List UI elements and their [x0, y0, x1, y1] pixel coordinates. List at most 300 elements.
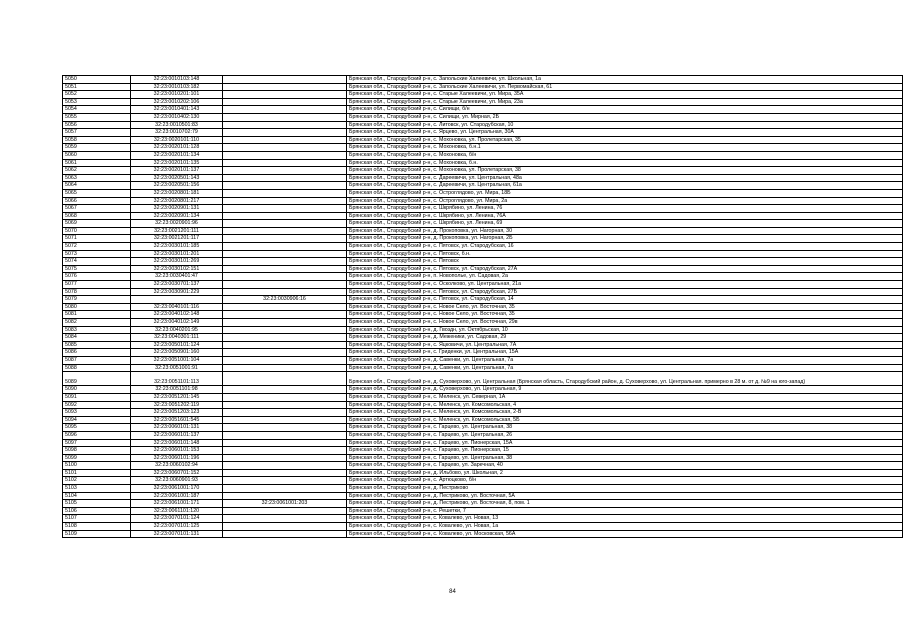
parent-cadastral-number-cell	[223, 212, 347, 220]
table-row	[63, 311, 903, 319]
row-number-cell: 5092	[63, 401, 131, 409]
parent-cadastral-number-cell	[223, 386, 347, 394]
address-cell: Брянская обл., Стародубский р-н, с. Меленск, ул. Северная, 1А	[347, 393, 903, 401]
table-row	[63, 469, 903, 477]
row-number-cell: 5109	[63, 530, 131, 538]
row-number-cell: 5054	[63, 106, 131, 114]
parent-cadastral-number-cell	[223, 227, 347, 235]
cadastral-number-cell: 32:23:0020901:131	[131, 205, 223, 213]
address-cell: Брянская обл., Стародубский р-н, с. Гриденки, ул. Центральная, 15А	[347, 349, 903, 357]
cadastral-number-cell: 32:23:0070101:124	[131, 515, 223, 523]
row-number-cell: 5091	[63, 393, 131, 401]
parent-cadastral-number-cell	[223, 121, 347, 129]
table-row	[63, 265, 903, 273]
table-row	[63, 372, 903, 386]
table-row	[63, 401, 903, 409]
cadastral-number-cell: 32:23:0040102:148	[131, 311, 223, 319]
table-row	[63, 106, 903, 114]
row-number-cell: 5096	[63, 431, 131, 439]
address-cell: Брянская обл., Стародубский р-н, с. Силищи, ул. Мирная, 2Б	[347, 113, 903, 121]
row-number-cell: 5079	[63, 296, 131, 304]
table-row	[63, 477, 903, 485]
parent-cadastral-number-cell	[223, 334, 347, 342]
cadastral-number-cell: 32:23:0040201:95	[131, 326, 223, 334]
address-cell: Брянская обл., Стародубский р-н, с. Ковалево, ул. Новая, 1а	[347, 523, 903, 531]
parent-cadastral-number-cell	[223, 431, 347, 439]
address-cell: Брянская обл., Стародубский р-н, д. Гвоздн, ул. Октябрьская, 10	[347, 326, 903, 334]
row-number-cell: 5068	[63, 212, 131, 220]
table-row	[63, 288, 903, 296]
cadastral-number-cell: 32:23:0050901:160	[131, 349, 223, 357]
address-cell: Брянская обл., Стародубский р-н, с. Запольские Халеевичи, ул. Первомайская, 61	[347, 83, 903, 91]
cadastral-number-cell: 32:23:0060102:94	[131, 462, 223, 470]
table-row	[63, 515, 903, 523]
table-row	[63, 530, 903, 538]
row-number-cell: 5094	[63, 416, 131, 424]
parent-cadastral-number-cell	[223, 129, 347, 137]
parent-cadastral-number-cell	[223, 303, 347, 311]
row-number-cell: 5060	[63, 151, 131, 159]
cadastral-number-cell: 32:23:0060101:196	[131, 454, 223, 462]
parent-cadastral-number-cell	[223, 83, 347, 91]
address-cell: Брянская обл., Стародубский р-н, с. Запольские Халеевичи, ул. Школьная, 1а	[347, 76, 903, 84]
parent-cadastral-number-cell	[223, 349, 347, 357]
row-number-cell: 5099	[63, 454, 131, 462]
row-number-cell: 5058	[63, 136, 131, 144]
row-number-cell: 5098	[63, 447, 131, 455]
parent-cadastral-number-cell	[223, 462, 347, 470]
cadastral-number-cell: 32:23:0051601:545	[131, 416, 223, 424]
table-row	[63, 431, 903, 439]
cadastral-number-cell: 32:23:0060901:93	[131, 477, 223, 485]
address-cell: Брянская обл., Стародубский р-н, с. Новое Село, ул. Восточная, 29в	[347, 319, 903, 327]
row-number-cell: 5050	[63, 76, 131, 84]
cadastral-number-cell: 32:23:0061101:120	[131, 507, 223, 515]
cadastral-number-cell: 32:23:0020801:181	[131, 189, 223, 197]
address-cell: Брянская обл., Стародубский р-н, с. Меленск, ул. Комсомольская, 4	[347, 401, 903, 409]
parent-cadastral-number-cell	[223, 113, 347, 121]
table-row	[63, 296, 903, 304]
address-cell: Брянская обл., Стародубский р-н, с. Дареевичи, ул. Центральная, 61а	[347, 182, 903, 190]
parent-cadastral-number-cell	[223, 144, 347, 152]
parent-cadastral-number-cell	[223, 98, 347, 106]
table-row	[63, 281, 903, 289]
parent-cadastral-number-cell	[223, 250, 347, 258]
address-cell: Брянская обл., Стародубский р-н, с. Новое Село, ул. Восточная, 35	[347, 311, 903, 319]
address-cell: Брянская обл., Стародубский р-н, с. Мохоновка, б.н.1	[347, 144, 903, 152]
table-row	[63, 205, 903, 213]
parent-cadastral-number-cell	[223, 523, 347, 531]
cadastral-number-cell	[131, 296, 223, 304]
row-number-cell: 5082	[63, 319, 131, 327]
row-number-cell: 5083	[63, 326, 131, 334]
row-number-cell: 5100	[63, 462, 131, 470]
row-number-cell: 5066	[63, 197, 131, 205]
table-row	[63, 416, 903, 424]
row-number-cell: 5052	[63, 91, 131, 99]
row-number-cell: 5056	[63, 121, 131, 129]
table-row	[63, 386, 903, 394]
table-row	[63, 235, 903, 243]
parent-cadastral-number-cell	[223, 197, 347, 205]
address-cell: Брянская обл., Стародубский р-н, с. Старые Халеевичи, ул. Мира, 23а	[347, 98, 903, 106]
parent-cadastral-number-cell	[223, 393, 347, 401]
table-row	[63, 129, 903, 137]
row-number-cell: 5107	[63, 515, 131, 523]
cadastral-number-cell: 32:23:0010501:83	[131, 121, 223, 129]
address-cell: Брянская обл., Стародубский р-н, д. Савенки, ул. Центральная, 7а	[347, 364, 903, 372]
table-row	[63, 462, 903, 470]
table-row	[63, 393, 903, 401]
address-cell: Брянская обл., Стародубский р-н, с. Решетки, 7	[347, 507, 903, 515]
row-number-cell: 5105	[63, 500, 131, 508]
cadastral-number-cell: 32:23:0051101:98	[131, 386, 223, 394]
parent-cadastral-number-cell	[223, 281, 347, 289]
row-number-cell: 5084	[63, 334, 131, 342]
cadastral-number-cell: 32:23:0061001:187	[131, 492, 223, 500]
parent-cadastral-number-cell	[223, 189, 347, 197]
row-number-cell: 5074	[63, 258, 131, 266]
row-number-cell: 5053	[63, 98, 131, 106]
cadastral-number-cell: 32:23:0021201:117	[131, 235, 223, 243]
row-number-cell: 5081	[63, 311, 131, 319]
row-number-cell: 5086	[63, 349, 131, 357]
address-cell: Брянская обл., Стародубский р-н, с. Мохоновка, ул. Пролетарская, 35	[347, 136, 903, 144]
address-cell: Брянская обл., Стародубский р-н, с. Пятовск	[347, 258, 903, 266]
address-cell: Брянская обл., Стародубский р-н, с. Пятовск, б.н.	[347, 250, 903, 258]
cadastral-number-cell: 32:23:0010402:130	[131, 113, 223, 121]
cadastral-number-cell: 32:23:0051101:113	[131, 372, 223, 386]
address-cell: Брянская обл., Стародубский р-н, п. Новополье, ул. Садовая, 2а	[347, 273, 903, 281]
row-number-cell: 5051	[63, 83, 131, 91]
cadastral-number-cell: 32:23:0060101:153	[131, 447, 223, 455]
parent-cadastral-number-cell	[223, 91, 347, 99]
cadastral-number-cell: 32:23:0061001:171	[131, 500, 223, 508]
table-row	[63, 212, 903, 220]
cadastral-number-cell: 32:23:0010401:143	[131, 106, 223, 114]
table-row	[63, 250, 903, 258]
table-row	[63, 424, 903, 432]
cadastral-number-cell: 32:23:0020901:96	[131, 220, 223, 228]
cadastral-number-cell: 32:23:0030102:151	[131, 265, 223, 273]
table-row	[63, 523, 903, 531]
cadastral-number-cell: 32:23:0020101:134	[131, 151, 223, 159]
address-cell: Брянская обл., Стародубский р-н, с. Пятовск, ул. Стародубская, 27А	[347, 265, 903, 273]
table-row	[63, 174, 903, 182]
row-number-cell: 5078	[63, 288, 131, 296]
row-number-cell: 5062	[63, 167, 131, 175]
cadastral-number-cell: 32:23:0021201:111	[131, 227, 223, 235]
row-number-cell: 5073	[63, 250, 131, 258]
address-cell: Брянская обл., Стародубский р-н, д. Суховерхово, ул. Центральная (Брянская область, Стародубский район, д. Суховерхово, ул. Центральная. примерно в 28 м. от д. №9 на юго-запад)	[347, 372, 903, 386]
cadastral-number-cell: 32:23:0050101:124	[131, 341, 223, 349]
table-row	[63, 227, 903, 235]
cadastral-number-cell: 32:23:0020101:128	[131, 144, 223, 152]
row-number-cell: 5080	[63, 303, 131, 311]
row-number-cell: 5072	[63, 243, 131, 251]
address-cell: Брянская обл., Стародубский р-н, с. Мохоновка, ул. Пролетарская, 38	[347, 167, 903, 175]
address-cell: Брянская обл., Стародубский р-н, с. Силищи, б/н	[347, 106, 903, 114]
address-cell: Брянская обл., Стародубский р-н, д. Суховерхово, ул. Центральная, 9	[347, 386, 903, 394]
row-number-cell: 5097	[63, 439, 131, 447]
table-row	[63, 167, 903, 175]
parent-cadastral-number-cell	[223, 258, 347, 266]
row-number-cell: 5104	[63, 492, 131, 500]
cadastral-number-cell: 32:23:0051201:145	[131, 393, 223, 401]
parent-cadastral-number-cell	[223, 151, 347, 159]
parent-cadastral-number-cell	[223, 174, 347, 182]
table-row	[63, 303, 903, 311]
parent-cadastral-number-cell	[223, 492, 347, 500]
row-number-cell: 5071	[63, 235, 131, 243]
parent-cadastral-number-cell	[223, 530, 347, 538]
address-cell: Брянская обл., Стародубский р-н, д. Прокоповка, ул. Нагорная, 2Б	[347, 235, 903, 243]
table-row	[63, 364, 903, 372]
parent-cadastral-number-cell	[223, 356, 347, 364]
table-row	[63, 356, 903, 364]
cadastral-number-cell: 32:23:0060101:131	[131, 424, 223, 432]
cadastral-number-cell: 32:23:0020101:110	[131, 136, 223, 144]
row-number-cell: 5085	[63, 341, 131, 349]
table-row	[63, 485, 903, 493]
address-cell: Брянская обл., Стародубский р-н, д. Прокоповка, ул. Нагорная, 30	[347, 227, 903, 235]
address-cell: Брянская обл., Стародубский р-н, с. Ярцево, ул. Центральная, 30А	[347, 129, 903, 137]
table-row	[63, 151, 903, 159]
cadastral-number-cell: 32:23:0020501:143	[131, 174, 223, 182]
row-number-cell: 5087	[63, 356, 131, 364]
table-row	[63, 334, 903, 342]
table-row	[63, 326, 903, 334]
table-row	[63, 439, 903, 447]
table-row	[63, 507, 903, 515]
address-cell: Брянская обл., Стародубский р-н, с. Гарцево, ул. Пионерская, 15А	[347, 439, 903, 447]
address-cell: Брянская обл., Стародубский р-н, д. Савенки, ул. Центральная, 7а	[347, 356, 903, 364]
parent-cadastral-number-cell	[223, 372, 347, 386]
row-number-cell: 5070	[63, 227, 131, 235]
address-cell: Брянская обл., Стародубский р-н, с. Пятовск, ул. Стародубская, 27Б	[347, 288, 903, 296]
address-cell: Брянская обл., Стародубский р-н, д. Меженики, ул. Садовая, 29	[347, 334, 903, 342]
parent-cadastral-number-cell	[223, 507, 347, 515]
parent-cadastral-number-cell	[223, 235, 347, 243]
row-number-cell: 5059	[63, 144, 131, 152]
row-number-cell: 5067	[63, 205, 131, 213]
row-number-cell: 5089	[63, 372, 131, 386]
parent-cadastral-number-cell	[223, 273, 347, 281]
address-cell: Брянская обл., Стародубский р-н, с. Осколково, ул. Центральная, 21а	[347, 281, 903, 289]
cadastral-number-cell: 32:23:0030101:185	[131, 243, 223, 251]
table-row	[63, 197, 903, 205]
parent-cadastral-number-cell	[223, 326, 347, 334]
cadastral-number-cell: 32:23:0010103:148	[131, 76, 223, 84]
parent-cadastral-number-cell	[223, 288, 347, 296]
row-number-cell: 5057	[63, 129, 131, 137]
parent-cadastral-number-cell	[223, 220, 347, 228]
address-cell: Брянская обл., Стародубский р-н, с. Остроглядово, ул. Мира, 18Б	[347, 189, 903, 197]
table-row	[63, 319, 903, 327]
cadastral-number-cell: 32:23:0060701:152	[131, 469, 223, 477]
table-row	[63, 409, 903, 417]
row-number-cell: 5108	[63, 523, 131, 531]
table-row	[63, 182, 903, 190]
cadastral-number-cell: 32:23:0070101:125	[131, 523, 223, 531]
parent-cadastral-number-cell	[223, 409, 347, 417]
address-cell: Брянская обл., Стародубский р-н, с. Яцковичи, ул. Центральная, 7А	[347, 341, 903, 349]
row-number-cell: 5064	[63, 182, 131, 190]
address-cell: Брянская обл., Стародубский р-н, с. Ковалево, ул. Новая, 13	[347, 515, 903, 523]
cadastral-number-cell: 32:23:0020101:137	[131, 167, 223, 175]
cadastral-number-cell: 32:23:0010202:106	[131, 98, 223, 106]
row-number-cell: 5065	[63, 189, 131, 197]
table-row	[63, 91, 903, 99]
row-number-cell: 5063	[63, 174, 131, 182]
address-cell: Брянская обл., Стародубский р-н, с. Меленск, ул. Комсомольская, 2-В	[347, 409, 903, 417]
address-cell: Брянская обл., Стародубский р-н, д. Пестриково, ул. Восточная, 8, пом. 1	[347, 500, 903, 508]
cadastral-number-cell: 32:23:0020801:217	[131, 197, 223, 205]
address-cell: Брянская обл., Стародубский р-н, с. Мохоновка, б.н.	[347, 159, 903, 167]
parent-cadastral-number-cell	[223, 159, 347, 167]
parent-cadastral-number-cell	[223, 424, 347, 432]
parent-cadastral-number-cell	[223, 341, 347, 349]
table-row	[63, 243, 903, 251]
table-row	[63, 349, 903, 357]
cadastral-number-cell: 32:23:0030101:269	[131, 258, 223, 266]
address-cell: Брянская обл., Стародубский р-н, с. Остроглядово, ул. Мира, 2а	[347, 197, 903, 205]
cadastral-number-cell: 32:23:0060101:137	[131, 431, 223, 439]
address-cell: Брянская обл., Стародубский р-н, с. Пятовск, ул. Стародубская, 14	[347, 296, 903, 304]
parent-cadastral-number-cell	[223, 243, 347, 251]
parent-cadastral-number-cell	[223, 515, 347, 523]
parent-cadastral-number-cell	[223, 477, 347, 485]
page-number: 84	[449, 589, 456, 595]
cadastral-number-cell: 32:23:0040301:111	[131, 334, 223, 342]
parent-cadastral-number-cell	[223, 265, 347, 273]
address-cell: Брянская обл., Стародубский р-н, с. Шкрябино, ул. Ленина, 76А	[347, 212, 903, 220]
address-cell: Брянская обл., Стародубский р-н, с. Шкрябино, ул. Ленина, 76	[347, 205, 903, 213]
parent-cadastral-number-cell	[223, 454, 347, 462]
parent-cadastral-number-cell: 32:23:0030906:16	[223, 296, 347, 304]
row-number-cell: 5069	[63, 220, 131, 228]
table-row	[63, 189, 903, 197]
cadastral-number-cell: 32:23:0051001:104	[131, 356, 223, 364]
address-cell: Брянская обл., Стародубский р-н, с. Гарцево, ул. Центральная, 26	[347, 431, 903, 439]
cadastral-number-cell: 32:23:0061001:170	[131, 485, 223, 493]
table-row	[63, 447, 903, 455]
parent-cadastral-number-cell	[223, 319, 347, 327]
cadastral-number-cell: 32:23:0030701:137	[131, 281, 223, 289]
address-cell: Брянская обл., Стародубский р-н, с. Меленск, ул. Комсомольская, 5Б	[347, 416, 903, 424]
parent-cadastral-number-cell	[223, 76, 347, 84]
parent-cadastral-number-cell	[223, 136, 347, 144]
cadastral-number-cell: 32:23:0040101:116	[131, 303, 223, 311]
cadastral-number-cell: 32:23:0010201:101	[131, 91, 223, 99]
parent-cadastral-number-cell	[223, 182, 347, 190]
parent-cadastral-number-cell	[223, 106, 347, 114]
address-cell: Брянская обл., Стародубский р-н, с. Старые Халеевичи, ул. Мира, 35А	[347, 91, 903, 99]
parent-cadastral-number-cell	[223, 311, 347, 319]
table-row	[63, 220, 903, 228]
table-row	[63, 159, 903, 167]
row-number-cell: 5102	[63, 477, 131, 485]
cadastral-number-cell: 32:23:0030401:47	[131, 273, 223, 281]
table-row	[63, 83, 903, 91]
address-cell: Брянская обл., Стародубский р-н, с. Ковалево, ул. Московская, 56А	[347, 530, 903, 538]
cadastral-number-cell: 32:23:0020901:134	[131, 212, 223, 220]
address-cell: Брянская обл., Стародубский р-н, с. Гарцево, ул. Пионерская, 15	[347, 447, 903, 455]
table-row	[63, 454, 903, 462]
table-row	[63, 273, 903, 281]
cadastral-number-cell: 32:23:0010702:79	[131, 129, 223, 137]
row-number-cell: 5055	[63, 113, 131, 121]
address-cell: Брянская обл., Стародубский р-н, с. Гарцево, ул. Центральная, 38	[347, 424, 903, 432]
table-row	[63, 76, 903, 84]
cadastral-number-cell: 32:23:0060101:148	[131, 439, 223, 447]
address-cell: Брянская обл., Стародубский р-н, с. Дареевичи, ул. Центральная, 48а	[347, 174, 903, 182]
cadastral-number-cell: 32:23:0051202:119	[131, 401, 223, 409]
address-cell: Брянская обл., Стародубский р-н, с. Новое Село, ул. Восточная, 35	[347, 303, 903, 311]
parent-cadastral-number-cell	[223, 469, 347, 477]
address-cell: Брянская обл., Стародубский р-н, д. Пестриково, ул. Восточная, 5А	[347, 492, 903, 500]
registry-table-body	[63, 76, 903, 538]
address-cell: Брянская обл., Стародубский р-н, с. Гарцево, ул. Заречная, 40	[347, 462, 903, 470]
parent-cadastral-number-cell	[223, 167, 347, 175]
row-number-cell: 5106	[63, 507, 131, 515]
cadastral-number-cell: 32:23:0030101:201	[131, 250, 223, 258]
cadastral-number-cell: 32:23:0051203:123	[131, 409, 223, 417]
parent-cadastral-number-cell	[223, 205, 347, 213]
parent-cadastral-number-cell	[223, 416, 347, 424]
address-cell: Брянская обл., Стародубский р-н, с. Пятовск, ул. Стародубская, 16	[347, 243, 903, 251]
registry-table	[62, 75, 903, 538]
cadastral-number-cell: 32:23:0010103:182	[131, 83, 223, 91]
cadastral-number-cell: 32:23:0070101:131	[131, 530, 223, 538]
parent-cadastral-number-cell	[223, 364, 347, 372]
cadastral-number-cell: 32:23:0020101:135	[131, 159, 223, 167]
address-cell: Брянская обл., Стародубский р-н, с. Мохоновка, б/н	[347, 151, 903, 159]
parent-cadastral-number-cell	[223, 485, 347, 493]
parent-cadastral-number-cell: 32:23:0061001:203	[223, 500, 347, 508]
table-row	[63, 136, 903, 144]
cadastral-number-cell: 32:23:0030901:229	[131, 288, 223, 296]
table-row	[63, 500, 903, 508]
row-number-cell: 5090	[63, 386, 131, 394]
cadastral-number-cell: 32:23:0051001:91	[131, 364, 223, 372]
cadastral-number-cell: 32:23:0040102:149	[131, 319, 223, 327]
row-number-cell: 5095	[63, 424, 131, 432]
table-row	[63, 144, 903, 152]
address-cell: Брянская обл., Стародубский р-н, с. Шкрябино, ул. Ленина, 69	[347, 220, 903, 228]
address-cell: Брянская обл., Стародубский р-н, с. Литовск, ул. Стародубская, 10	[347, 121, 903, 129]
table-row	[63, 113, 903, 121]
table-row	[63, 492, 903, 500]
row-number-cell: 5061	[63, 159, 131, 167]
address-cell: Брянская обл., Стародубский р-н, д. Пестриково	[347, 485, 903, 493]
address-cell: Брянская обл., Стародубский р-н, д. Ильбово, ул. Школьная, 2	[347, 469, 903, 477]
row-number-cell: 5076	[63, 273, 131, 281]
row-number-cell: 5077	[63, 281, 131, 289]
parent-cadastral-number-cell	[223, 447, 347, 455]
address-cell: Брянская обл., Стародубский р-н, с. Артюцково, б/н	[347, 477, 903, 485]
row-number-cell: 5075	[63, 265, 131, 273]
table-row	[63, 258, 903, 266]
cadastral-number-cell: 32:23:0020501:156	[131, 182, 223, 190]
table-row	[63, 98, 903, 106]
parent-cadastral-number-cell	[223, 439, 347, 447]
row-number-cell: 5093	[63, 409, 131, 417]
row-number-cell: 5088	[63, 364, 131, 372]
parent-cadastral-number-cell	[223, 401, 347, 409]
table-row	[63, 341, 903, 349]
row-number-cell: 5103	[63, 485, 131, 493]
